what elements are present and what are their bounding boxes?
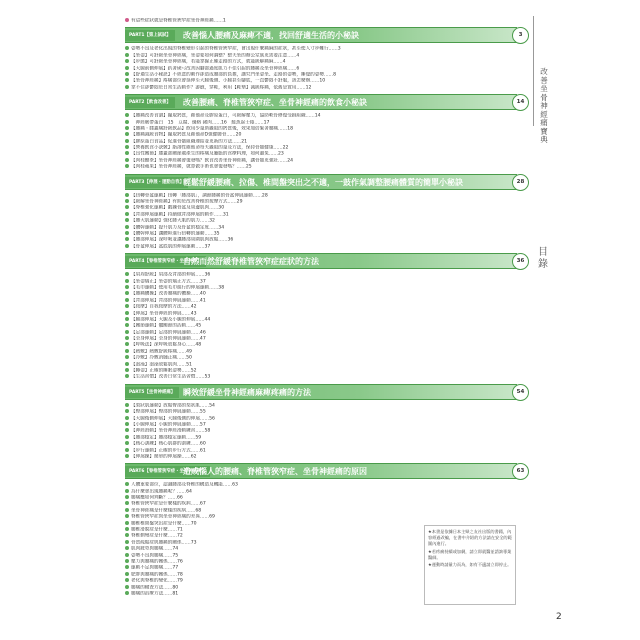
bullet-icon [125,495,129,499]
toc-entry-text: 脊椎管狹窄症與坐骨神經痛的差異……69 [131,514,215,520]
toc-entry-text: 坐骨神經痛是什麼樣的疾病……68 [131,508,202,514]
bullet-icon [125,489,129,493]
bullet-icon [125,244,129,248]
bullet-icon [125,126,129,130]
toc-entry-text: 【腰大肌運動】強化腰大肌的肌力……32 [131,218,215,224]
toc-entry-text: 【臀部伸展】臀部的伸展運動……55 [131,409,206,415]
bullet-icon [125,565,129,569]
bullet-icon [125,501,129,505]
toc-entry-text: 姿勢不良與腰痛……75 [131,553,179,559]
toc-entry-text: 壓力與腰痛的關係……76 [131,559,183,565]
toc-entry-text: 【舒適生活小秘訣】不經意的動作卻造成腰部的負擔，講究門坐姿坐、走路的姿勢，睡覺的姿勢……8 [131,72,337,78]
toc-entry-text: 【腿部伸展】大腿及小腿的伸展……44 [131,317,211,323]
toc-entry-text: 肌肉疲勞與腰痛……74 [131,546,179,552]
toc-entry-text: 姿勢不良及老化出現的脊椎變形引起的脊椎管狹窄症，會出現什麼痛麻的症狀，甚至使人寸步難行……3 [131,46,341,52]
bullet-icon [125,18,129,22]
toc-entry-text: 【關節運動】髖關節的活動……45 [131,323,202,329]
toc-entry-text: 腰痛的檢查方法……80 [131,585,179,591]
part-title: 輕鬆舒緩腰痛、拉傷、椎間盤突出之不適，一鼓作氣調整腰痛體質的簡單小秘訣 [183,177,463,187]
note-line-0: ★本書是依據日本主婦之友社出版的書籍，內容經過改編，在書中介紹的方法請在安全的範圍內進行。 [428,529,512,547]
part-title: 改善惱人腰痛及麻痺不適，找回舒適生活的小秘訣 [183,31,359,41]
toc-entry-text: 【伸展操】簡單的伸展操……62 [131,454,197,460]
part-tag: PART6【脊椎管狹窄症・坐骨神經痛】 [125,466,210,477]
toc-entry-text: 【扭轉骨盆運動】扭轉「腰部肌」，調節腰痛的骨盆伸展運動……28 [131,193,268,199]
toc-entry-text: 【背部伸展】背部的伸展運動……41 [131,298,206,304]
part-title: 改善腰痛、脊椎管狹窄症、坐骨神經痛的飲食小秘訣 [183,98,367,108]
toc-entry-text: 【肩周舒緩】肩部及背部的伸展……36 [131,272,211,278]
bullet-icon [125,454,129,458]
bullet-icon [125,591,129,595]
bullet-icon [125,113,129,117]
toc-entry-text: 【梨狀肌運動】放鬆臀部的梨狀肌……54 [131,403,215,409]
toc-entry-text: 【腰痛・膝蓋痛舒緩飲品】飲用少量助攝取的鈣質後，效果加倍緊著腰痛……18 [131,126,294,132]
toc-entry-text: 【肉桂蘋果】坐骨神經痛，就算做手術也會復發嗎？……25 [131,164,252,170]
part-page-number: 28 [512,174,529,191]
toc-entry-text: 【足部運動】足部的伸展運動……46 [131,330,206,336]
note-line-1: ★若疼痛持續或加劇，請立即就醫並諮詢專業醫師。 [428,548,512,560]
part-page-number: 54 [512,384,529,401]
toc-content [125,18,525,597]
bullet-icon [125,368,129,372]
bullet-icon [125,448,129,452]
toc-entry-text: 腰椎椎間盤突出症是什麼……70 [131,521,197,527]
bullet-icon [125,355,129,359]
bullet-icon [125,291,129,295]
toc-entry-text: 【伸展】坐骨神經的伸展……43 [131,311,197,316]
part-title: 自然而然舒緩脊椎管狹窄症症狀的方法 [183,257,319,267]
bullet-icon [125,164,129,168]
bullet-icon [125,218,129,222]
section-label: 目錄 [538,247,548,270]
part-tag: PART2【飲食改善】 [125,97,175,108]
part-page-number: 63 [512,463,529,480]
toc-entry[interactable] [125,454,517,460]
bullet-icon [125,139,129,143]
toc-entry-text: 老化與脊椎的變化……79 [131,578,183,584]
toc-entry-text: 【腰部伸展】深呼吸並讓腰部周圍肌肉放鬆……36 [131,237,234,243]
toc-entry-text: 神經韌帶蛋白 15 豆腐、優格 豬肉……16 鮭魚起士捲……17 [131,120,270,126]
toc-entry-text: 【體幹伸展】讓體幹進行扭轉的運動……35 [131,231,220,237]
bullet-icon [125,482,129,486]
toc-entry-text: 【步行運動】正確的步行方式……61 [131,448,206,454]
bullet-icon [125,374,129,378]
bullet-icon [125,46,129,50]
bullet-icon [125,285,129,289]
toc-entry-text: 【冷敷】冷敷消腫止痛……50 [131,355,192,361]
bullet-icon [125,362,129,366]
bullet-icon [125,199,129,203]
toc-entry[interactable] [125,85,517,91]
toc-entry-text: 【步態】可舒緩坐骨神經痛，若能掌握正確走路的方式，就能緩解痛麻……4 [131,59,286,65]
toc-entry-text: 【熱敷】熱敷舒緩疼痛……49 [131,349,192,355]
toc-entry-text: 【毛巾運動】使用毛巾進行的伸展運動……38 [131,285,225,291]
bullet-icon [125,336,129,340]
bullet-icon [125,578,129,582]
bullet-icon [125,527,129,531]
bullet-icon [125,298,129,302]
toc-entry-text: 脊椎管狹窄症是什麼樣的疾病……67 [131,501,206,507]
parts-container [125,27,525,597]
toc-entry-text: 【膠原蛋白食品】促進骨骼組織連結並更新的方法……21 [131,139,248,145]
toc-entry-text: 腰痛的治療方法……81 [131,591,179,597]
toc-entry-text: 【神經滑動】坐骨神經滑動練習……58 [131,428,211,434]
bullet-icon [125,323,129,327]
bullet-icon [125,409,129,413]
bullet-icon [125,330,129,334]
bullet-icon [125,85,129,89]
bullet-icon [125,59,129,63]
bullet-icon [125,435,129,439]
part-title: 瞬效舒緩坐骨神經痛麻痺疼痛的方法 [183,387,311,397]
part-page-number: 3 [512,27,529,44]
toc-entry-text: 【核心訓練】核心肌群的訓練……60 [131,441,206,447]
bullet-icon [125,441,129,445]
bullet-icon [125,349,129,353]
toc-entry-text: 【小腿伸展】小腿的伸展運動……57 [131,422,206,428]
intro-line[interactable] [125,18,517,24]
intro-text: 有這些症狀就是脊椎管狹窄症坐骨神經痛……1 [131,18,226,24]
bullet-icon [125,158,129,162]
part-header-1[interactable] [125,27,523,43]
toc-entry[interactable] [125,244,517,250]
bullet-icon [125,540,129,544]
bullet-icon [125,205,129,209]
toc-entry-text: 【泡澡】泡澡放鬆肌肉……51 [131,362,192,368]
part-page-number: 36 [512,253,529,270]
toc-entry-text: 【體幹運動】提升肌力及骨盆的穩定度……34 [131,225,225,231]
bullet-icon [125,521,129,525]
toc-entry-text: 【坐骨神經痛】疼痛部位會延伸至大腿後側、小腿甚至腳底，一直鬱悶不舒服，該怎麼辦……10 [131,78,326,84]
toc-entry-text: 【腰痛減緩食物】攝取鈣質及維他命D強健腰骨……20 [131,132,242,138]
part-tag: PART3【伸展・運動自我】 [125,177,188,188]
toc-entry-text: 【脊椎強化運動】鍛鍊骨盆及周邊肌肉……30 [131,205,225,211]
toc-entry-text: 【骨盆伸展】盆底肌的伸展運動……37 [131,244,211,250]
part-title: 造成惱人的腰痛、脊椎管狹窄症、坐骨神經痛的原因 [183,467,367,477]
bullet-icon [125,193,129,197]
page-number: 2 [556,612,562,622]
bullet-icon [125,546,129,550]
bullet-icon [125,342,129,346]
bullet-icon [125,585,129,589]
toc-entry-text: 【坐姿】可舒緩坐骨神經痛，坐姿要如何調整？整天坐的辦公室族更需要注意……4 [131,53,300,59]
bullet-icon [125,403,129,407]
bullet-icon [125,533,129,537]
toc-entry-text: 【營養飲食小訣竅】脂溶性維他命每天攝取的量及方法，保持骨骼健康……22 [131,145,289,151]
toc-entry-text: 【腰部穩定】腰部穩定運動……59 [131,435,202,441]
bullet-icon [125,304,129,308]
toc-entry-text: 【按摩】自我按摩的方法……42 [131,304,197,310]
toc-entry[interactable] [125,374,517,380]
part-tag: PART4【脊椎管狹窄症・坐骨神經】 [125,256,206,267]
bullet-icon [125,212,129,216]
bullet-icon [125,72,129,76]
part-header-4[interactable] [125,253,525,269]
bullet-icon [125,279,129,283]
toc-entry[interactable] [125,164,517,170]
toc-entry-text: 【呼吸法】深呼吸放鬆身心……48 [131,342,202,348]
bullet-icon [125,78,129,82]
part-header-2[interactable] [125,94,525,110]
part-tag: PART1【第上試試】 [125,30,175,41]
bullet-icon [125,553,129,557]
bullet-icon [125,132,129,136]
part-header-5[interactable] [125,384,525,400]
toc-entry-text: 掌不住卻鬱悶於日常生活動作？游戲，穿鞋，利用【鞋墊】減緩疼痛，依舊是實用……12 [131,85,312,91]
bullet-icon [125,237,129,241]
toc-entry-text: 【坐姿矯正】坐姿的矯正方式……37 [131,279,206,285]
part-header-6[interactable] [125,463,525,479]
note-line-2: ★運動時請量力而為，如有不適請立即停止。 [428,562,512,568]
toc-entry-text: 【生活習慣】改善日常生活習慣……53 [131,374,211,380]
book-title: 改善坐骨神經痛 寶典 [540,67,556,144]
toc-entry-text: 【全身伸展】全身的伸展運動……47 [131,336,206,342]
toc-entry-text: 運動不足與腰痛……77 [131,565,179,571]
toc-entry-text: 【腰痛體操】改善腰痛的體操……40 [131,291,206,297]
toc-entry-text: 【緩解坐骨神經痛】有助於改善脊椎的按摩方式……29 [131,199,243,205]
toc-entry-text: 為什麼會出現腰痛呢？……64 [131,489,192,495]
toc-entry-text: 【大腿後側伸展】大腿後側的伸展……56 [131,416,215,422]
bullet-icon [125,514,129,518]
bullet-icon [125,120,129,124]
toc-entry-text: 【背部伸展運動】持續做背部伸展的動作……31 [131,212,229,218]
bullet-icon [125,272,129,276]
part-tag: PART5【坐骨神經痛】 [125,387,179,398]
bullet-icon [125,145,129,149]
notes-box [424,525,516,605]
toc-entry-text: 【大腿前側伸展】趴著硬弓改善因腳部過度肌力不佳引起的腰痛及坐骨神經痛……6 [131,66,300,72]
bullet-icon [125,559,129,563]
toc-entry-text: 腰椎滑脫症是什麼……71 [131,527,183,533]
bullet-icon [125,422,129,426]
part-page-number: 14 [512,94,529,111]
toc-entry-text: 腰痛應如何判斷？……66 [131,495,183,501]
toc-entry-text: 骨質疏鬆症與腰痛的關係……73 [131,540,197,546]
toc-entry-text: 【腰痛改善食譜】攝取鈣質，維他命及膠原蛋白，可緩解壓力，協助軟骨修復受損組織……14 [131,113,321,119]
toc-entry-text: 【良性關節】膝蓋部關節處產生的疼痛及腫脹的食療料理，如何避免……23 [131,151,284,157]
part-header-3[interactable] [125,174,525,190]
bullet-icon [125,428,129,432]
bullet-icon [125,508,129,512]
bullet-icon [125,151,129,155]
toc-entry-text: 脊椎側彎症是什麼……72 [131,533,183,539]
bullet-icon [125,66,129,70]
bullet-icon [125,572,129,576]
toc-entry-text: 肥胖與腰痛的關係……78 [131,572,183,578]
bullet-icon [125,225,129,229]
toc-entry-text: 【睡姿】正確的睡眠姿勢……52 [131,368,197,374]
toc-entry-text: 【肉桂醋茶】坐骨神經痛會復發嗎？飲食改善坐骨神經痛，讓骨骼更強壯……24 [131,158,294,164]
bullet-icon [125,416,129,420]
bullet-icon [125,317,129,321]
toc-entry-text: 人體重要部位，認識腰部及脊椎的構造及機能……63 [131,482,238,488]
bullet-icon [125,53,129,57]
bullet-icon [125,311,129,315]
bullet-icon [125,231,129,235]
